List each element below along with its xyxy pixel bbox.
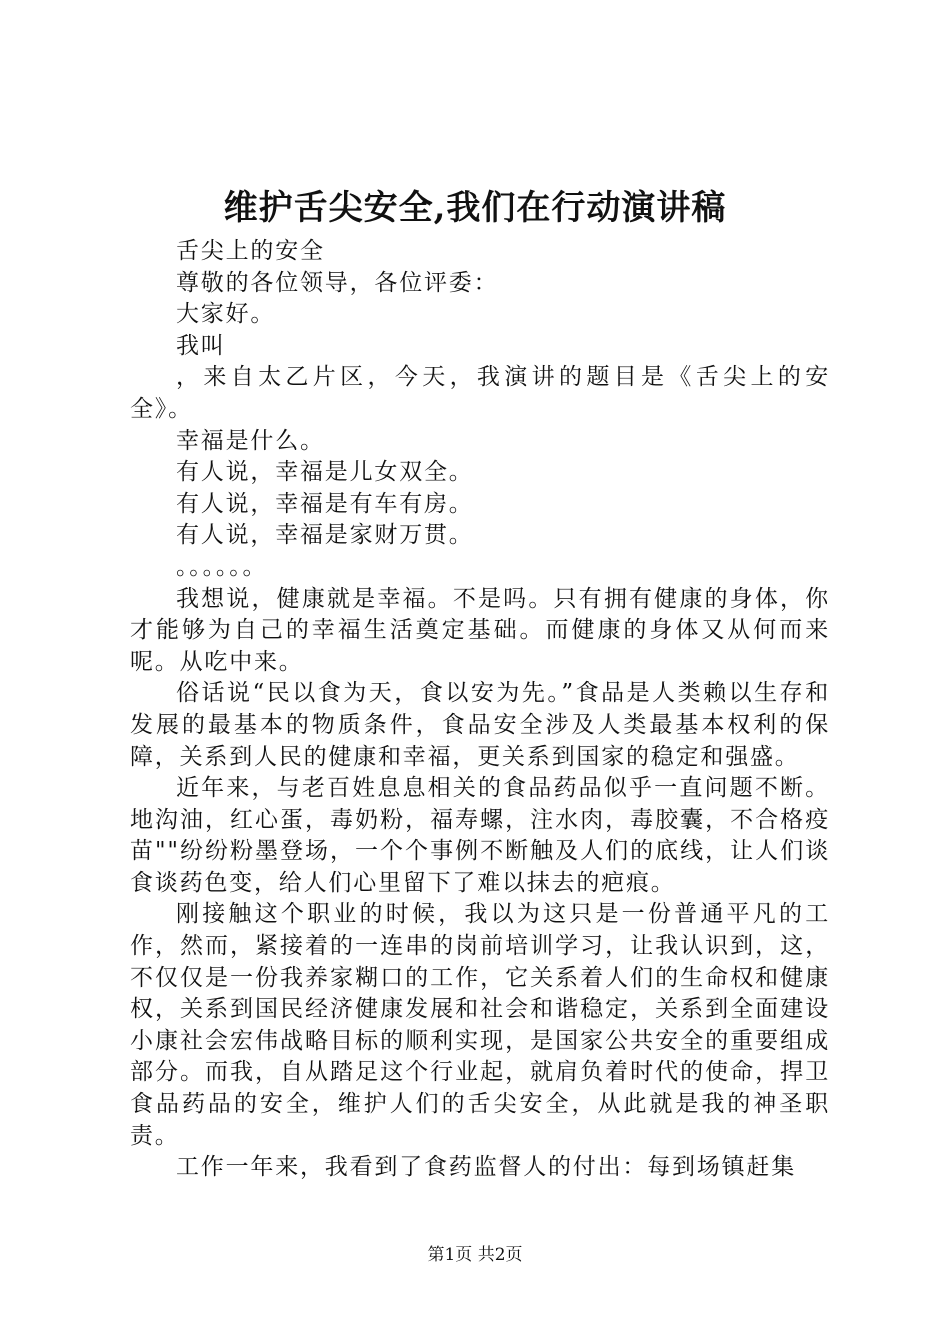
paragraph: ，来自太乙片区，今天，我演讲的题目是《舌尖上的安全》。	[130, 364, 830, 422]
paragraph: 幸福是什么。	[176, 427, 325, 454]
paragraph: 近年来，与老百姓息息相关的食品药品似乎一直问题不断。地沟油，红心蛋，毒奶粉，福寿螺，注水肉，毒胶囊，不合格疫苗""纷纷粉墨登场，一个个事例不断触及人们的底线，让人们谈食谈药色变，给人们心里留下了难以抹去的疤痕。	[130, 775, 830, 896]
paragraph: 工作一年来，我看到了食药监督人的付出：每到场镇赶集	[176, 1154, 796, 1181]
document-title: 维护舌尖安全,我们在行动演讲稿	[223, 188, 727, 228]
paragraph: 我想说，健康就是幸福。不是吗。只有拥有健康的身体，你才能够为自己的幸福生活奠定基础。而健康的身体又从何而来呢。从吃中来。	[130, 585, 830, 675]
paragraph: 。。。。。。	[176, 553, 268, 580]
paragraph: 有人说，幸福是儿女双全。	[176, 459, 474, 486]
paragraph: 有人说，幸福是有车有房。	[176, 490, 474, 517]
paragraph: 刚接触这个职业的时候，我以为这只是一份普通平凡的工作，然而，紧接着的一连串的岗前培训学习，让我认识到，这，不仅仅是一份我养家糊口的工作，它关系着人们的生命权和健康权，关系到国民经济健康发展和社会和谐稳定，关系到全面建设小康社会宏伟战略目标的顺利实现，是国家公共安全的重要组成部分。而我，自从踏足这个行业起，就肩负着时代的使命，捍卫食品药品的安全，维护人们的舌尖安全，从此就是我的神圣职责。	[130, 901, 830, 1149]
document-body	[130, 236, 830, 1184]
paragraph: 舌尖上的安全	[176, 238, 325, 264]
paragraph: 我叫	[176, 332, 226, 359]
page-footer: 第1页 共2页	[427, 1245, 523, 1265]
paragraph: 俗话说“民以食为天，食以安为先。”食品是人类赖以生存和发展的最基本的物质条件，食品安全涉及人类最基本权利的保障，关系到人民的健康和幸福，更关系到国家的稳定和强盛。	[130, 680, 830, 770]
paragraph: 大家好。	[176, 301, 276, 328]
paragraph: 有人说，幸福是家财万贯。	[176, 522, 474, 549]
paragraph: 尊敬的各位领导，各位评委：	[176, 269, 499, 296]
